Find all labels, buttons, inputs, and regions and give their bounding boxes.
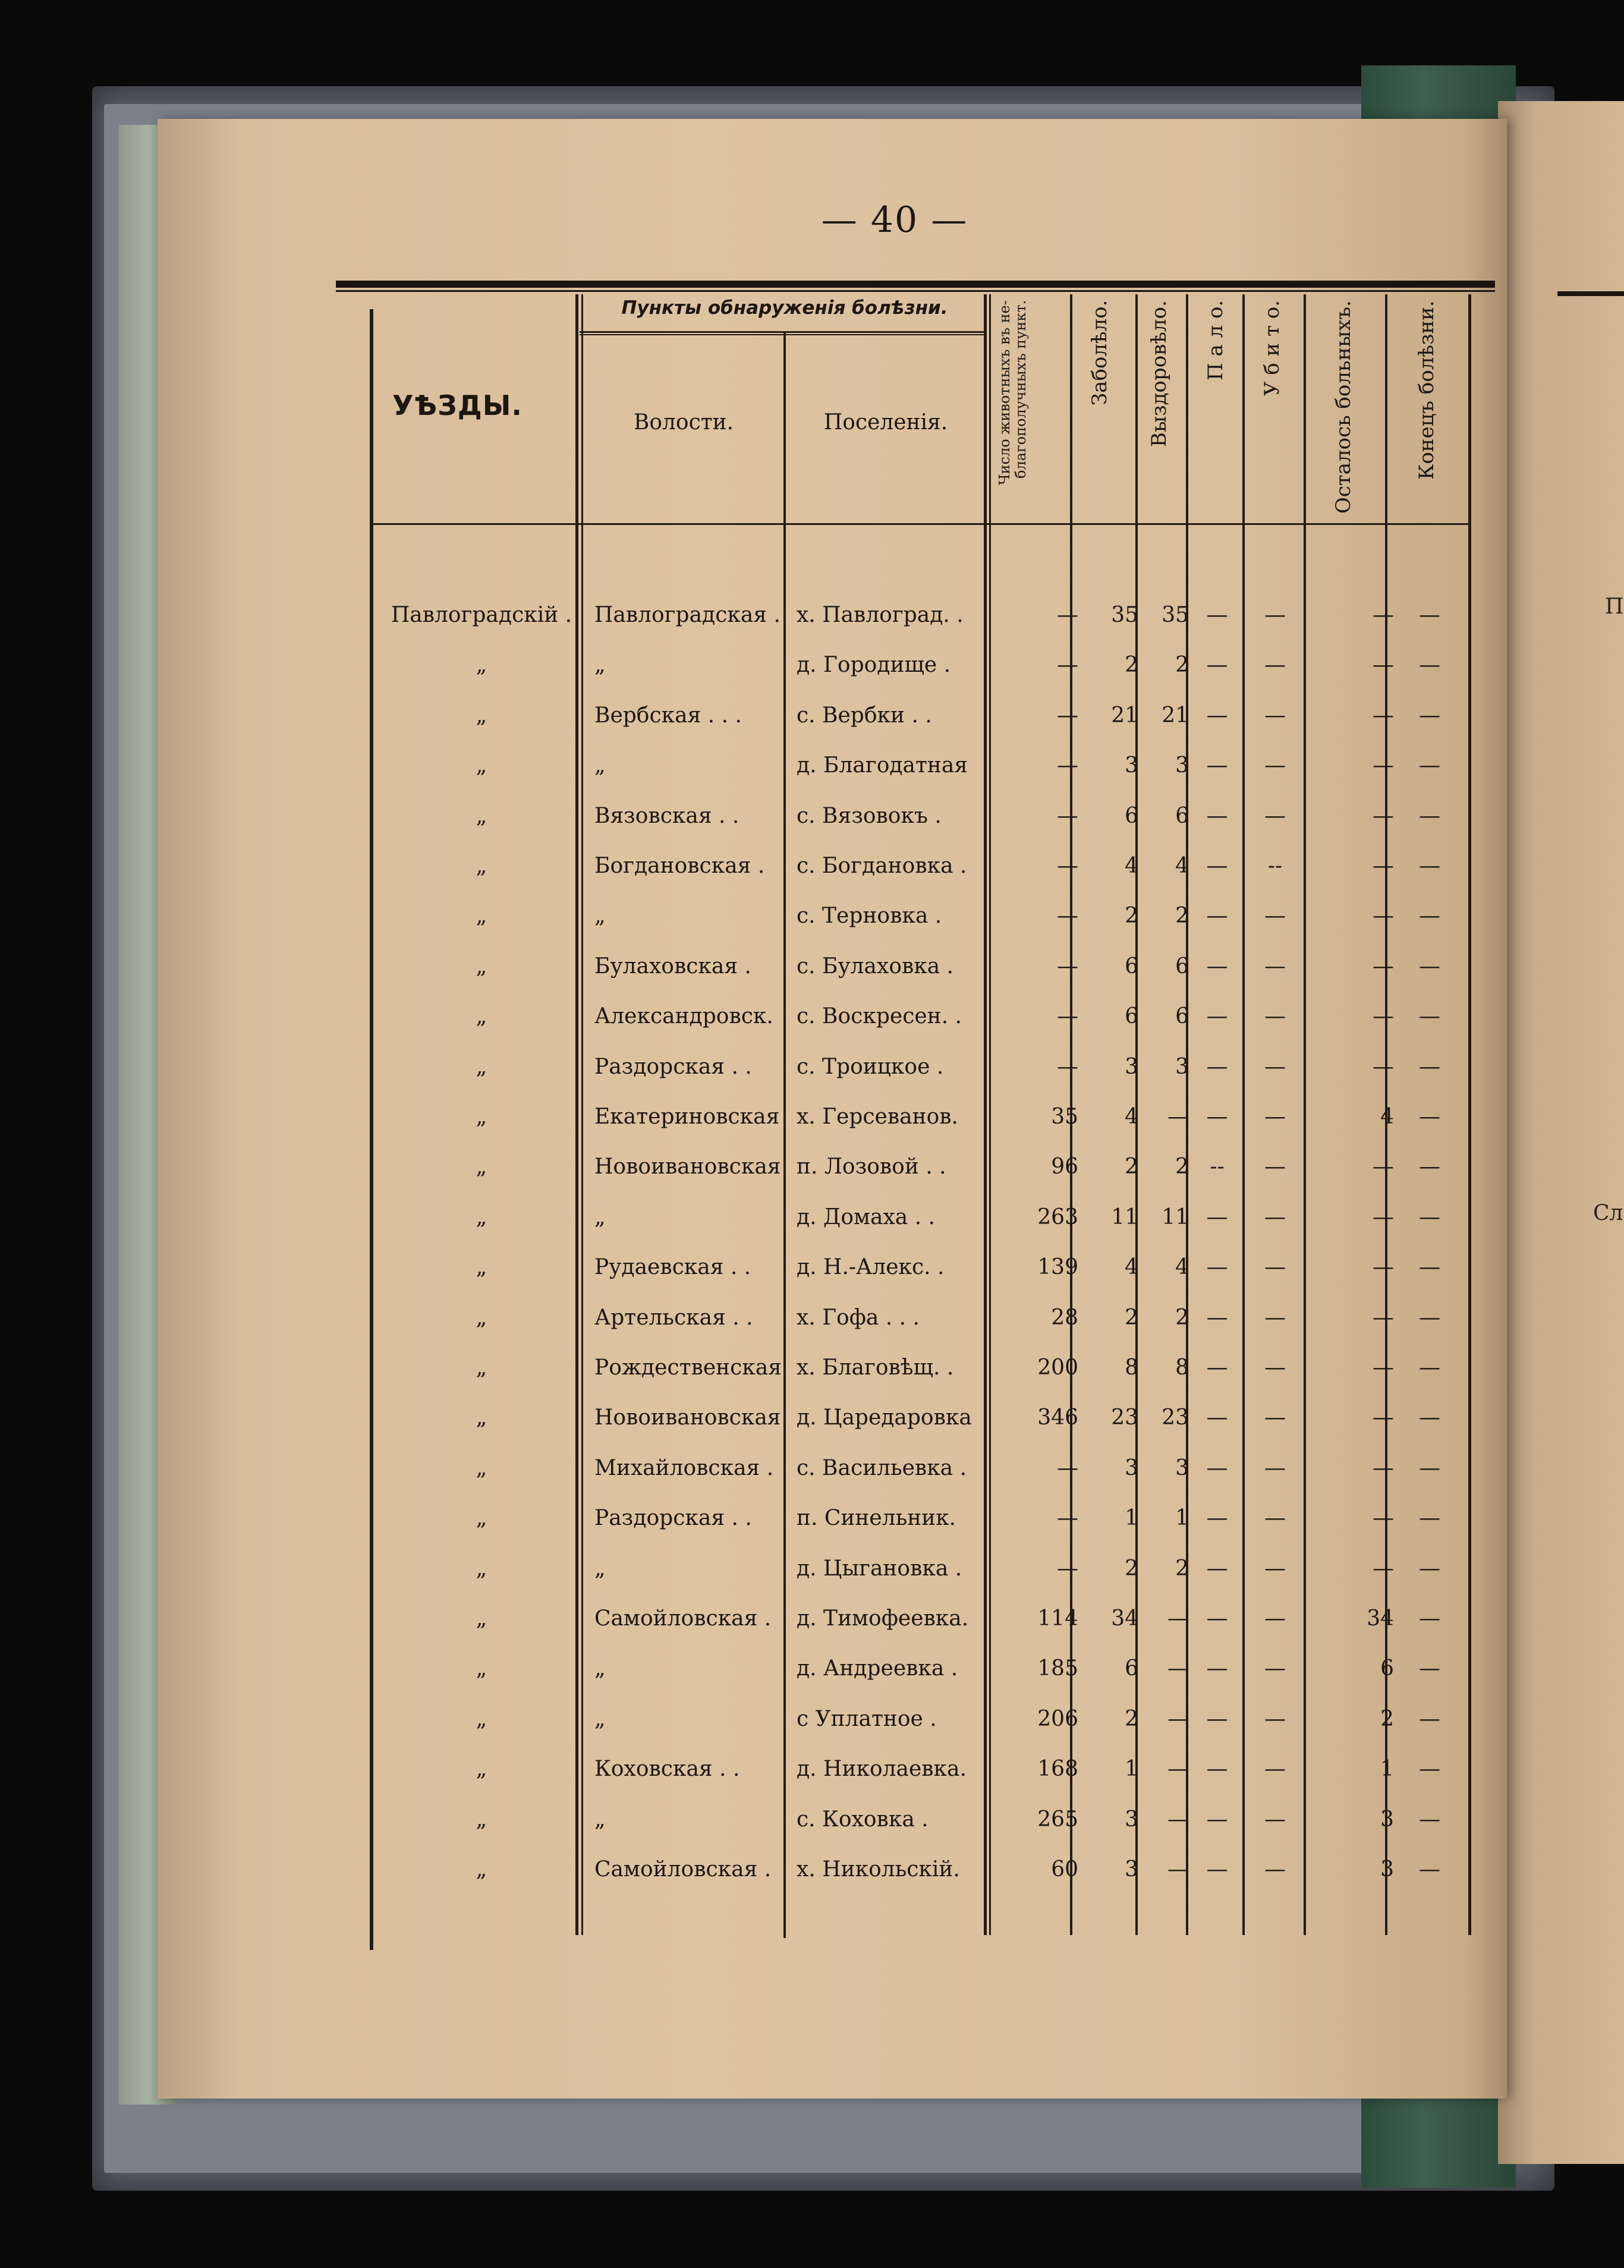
vyzdorovelo-cell: — (1167, 1606, 1189, 1631)
zabolelo-cell: 23 (1111, 1405, 1138, 1430)
konets-cell: — (1419, 1707, 1440, 1731)
zabolelo-cell: 2 (1125, 1556, 1138, 1581)
ubito-cell: — (1264, 904, 1286, 928)
chislo-cell: 96 (1051, 1155, 1078, 1179)
uezd-cell: „ (476, 1405, 487, 1430)
volost-cell: Михайловская . (594, 1456, 774, 1480)
vyzdorovelo-cell: 11 (1162, 1205, 1189, 1229)
ubito-cell: — (1264, 653, 1286, 677)
uezd-cell: „ (476, 753, 487, 778)
konets-cell: — (1419, 1255, 1440, 1279)
vyzdorovelo-cell: 2 (1175, 1556, 1189, 1581)
konets-cell: — (1419, 1807, 1440, 1832)
vyzdorovelo-cell: 4 (1175, 854, 1189, 878)
volost-cell: Самойловская . (594, 1606, 772, 1631)
palo-cell: — (1206, 1506, 1228, 1530)
uezd-cell: „ (476, 1306, 487, 1330)
palo-cell: — (1206, 753, 1228, 778)
chislo-cell: — (1057, 1004, 1078, 1028)
ubito-cell: — (1264, 804, 1286, 828)
chislo-cell: — (1057, 703, 1078, 728)
vyzdorovelo-cell: — (1167, 1807, 1189, 1832)
uezd-cell: „ (476, 1155, 487, 1179)
zabolelo-cell: 3 (1125, 1055, 1138, 1079)
ubito-cell: — (1264, 703, 1286, 728)
header-punkty: Пункты обнаруженія болѣзни. (621, 297, 948, 319)
ostalos-cell: — (1373, 954, 1394, 979)
volost-cell: „ (594, 1205, 606, 1229)
zabolelo-cell: 4 (1125, 1105, 1138, 1129)
konets-cell: — (1419, 1205, 1440, 1229)
ubito-cell: — (1264, 1807, 1286, 1832)
uezd-cell: „ (476, 703, 487, 728)
volost-cell: Вербская . . . (594, 703, 742, 728)
ubito-cell: — (1264, 1506, 1286, 1530)
chislo-cell: — (1057, 854, 1078, 878)
ostalos-cell: 6 (1380, 1656, 1394, 1681)
poselenie-cell: с. Троицкое . (797, 1055, 944, 1079)
poselenie-cell: д. Тимофеевка. (797, 1606, 969, 1631)
zabolelo-cell: 6 (1125, 1004, 1138, 1028)
next-page-fragment: Сл (1593, 1201, 1623, 1225)
palo-cell: — (1206, 1306, 1228, 1330)
chislo-cell: — (1057, 954, 1078, 979)
zabolelo-cell: 6 (1125, 1656, 1138, 1681)
volost-cell: „ (594, 753, 606, 778)
poselenie-cell: с. Богдановка . (797, 854, 967, 878)
ubito-cell: — (1264, 1606, 1286, 1631)
vyzdorovelo-cell: — (1167, 1656, 1189, 1681)
palo-cell: — (1206, 1004, 1228, 1028)
ostalos-cell: — (1373, 1155, 1394, 1179)
chislo-cell: 200 (1037, 1355, 1078, 1380)
poselenie-cell: с. Булаховка . (797, 954, 954, 979)
poselenie-cell: с. Воскресен. . (797, 1004, 962, 1028)
column-divider (783, 333, 786, 1938)
vyzdorovelo-cell: 4 (1175, 1255, 1189, 1279)
vyzdorovelo-cell: 3 (1175, 753, 1189, 778)
ostalos-cell: — (1373, 804, 1394, 828)
volost-cell: Новоивановская (594, 1405, 781, 1430)
ostalos-cell: — (1373, 1506, 1394, 1530)
palo-cell: — (1206, 1857, 1228, 1882)
palo-cell: — (1206, 1255, 1228, 1279)
poselenie-cell: х. Никольскій. (797, 1857, 960, 1882)
ostalos-cell: 1 (1380, 1757, 1394, 1781)
poselenie-cell: д. Домаха . . (797, 1205, 935, 1229)
header-subrule (580, 334, 987, 335)
vyzdorovelo-cell: — (1167, 1707, 1189, 1731)
chislo-cell: 263 (1037, 1205, 1078, 1229)
chislo-cell: 168 (1037, 1757, 1078, 1781)
chislo-cell: 35 (1051, 1105, 1078, 1129)
ostalos-cell: — (1373, 854, 1394, 878)
table-border-right (1468, 294, 1471, 1935)
palo-cell: — (1206, 1807, 1228, 1832)
header-chislo: Число животныхъ въ не-благополучныхъ пункт. (996, 300, 1029, 485)
palo-cell: — (1206, 1707, 1228, 1731)
volost-cell: Самойловская . (594, 1857, 772, 1882)
uezd-cell: „ (476, 1355, 487, 1380)
chislo-cell: 139 (1037, 1255, 1078, 1279)
volost-cell: Булаховская . (594, 954, 751, 979)
column-divider (581, 294, 583, 1935)
konets-cell: — (1419, 1556, 1440, 1581)
uezd-cell: „ (476, 1055, 487, 1079)
palo-cell: — (1206, 1105, 1228, 1129)
ostalos-cell: — (1373, 703, 1394, 728)
konets-cell: — (1419, 804, 1440, 828)
konets-cell: — (1419, 1055, 1440, 1079)
volost-cell: „ (594, 1556, 606, 1581)
vyzdorovelo-cell: 6 (1175, 954, 1189, 979)
konets-cell: — (1419, 1656, 1440, 1681)
uezd-cell: „ (476, 1004, 487, 1028)
zabolelo-cell: 35 (1111, 603, 1138, 627)
ostalos-cell: — (1373, 1306, 1394, 1330)
zabolelo-cell: 2 (1125, 1155, 1138, 1179)
palo-cell: — (1206, 703, 1228, 728)
volost-cell: „ (594, 904, 606, 928)
konets-cell: — (1419, 1857, 1440, 1882)
table-top-rule-thin (336, 290, 1495, 292)
poselenie-cell: д. Андреевка . (797, 1656, 958, 1681)
header-zabolelo: Заболѣло. (1088, 300, 1112, 406)
ostalos-cell: — (1373, 603, 1394, 627)
header-ubito: У б и т о. (1260, 300, 1284, 397)
zabolelo-cell: 3 (1125, 753, 1138, 778)
volost-cell: Коховская . . (594, 1757, 740, 1781)
ubito-cell: — (1264, 1155, 1286, 1179)
chislo-cell: — (1057, 753, 1078, 778)
zabolelo-cell: 11 (1111, 1205, 1138, 1229)
palo-cell: — (1206, 1556, 1228, 1581)
volost-cell: „ (594, 1707, 606, 1731)
ostalos-cell: — (1373, 1456, 1394, 1480)
palo-cell: — (1206, 1656, 1228, 1681)
page-number: — 40 — (821, 199, 968, 241)
poselenie-cell: с. Васильевка . (797, 1456, 967, 1480)
zabolelo-cell: 6 (1125, 954, 1138, 979)
ostalos-cell: — (1373, 1055, 1394, 1079)
vyzdorovelo-cell: — (1167, 1857, 1189, 1882)
header-vyzdorovelo: Выздоровѣло. (1147, 300, 1171, 447)
uezd-cell: „ (476, 804, 487, 828)
zabolelo-cell: 1 (1125, 1506, 1138, 1530)
konets-cell: — (1419, 1355, 1440, 1380)
zabolelo-cell: 4 (1125, 854, 1138, 878)
volost-cell: Рудаевская . . (594, 1255, 751, 1279)
palo-cell: — (1206, 1606, 1228, 1631)
poselenie-cell: д. Царедаровка (797, 1405, 972, 1430)
zabolelo-cell: 3 (1125, 1807, 1138, 1832)
ostalos-cell: — (1373, 753, 1394, 778)
ubito-cell: -- (1267, 854, 1283, 878)
volost-cell: „ (594, 1807, 606, 1832)
ubito-cell: — (1264, 1055, 1286, 1079)
vyzdorovelo-cell: 2 (1175, 653, 1189, 677)
poselenie-cell: д. Городище . (797, 653, 951, 677)
konets-cell: — (1419, 1757, 1440, 1781)
table-top-rule (336, 281, 1495, 288)
vyzdorovelo-cell: 8 (1175, 1355, 1189, 1380)
uezd-cell: „ (476, 1456, 487, 1480)
ubito-cell: — (1264, 1757, 1286, 1781)
uezd-cell: „ (476, 954, 487, 979)
palo-cell: — (1206, 1757, 1228, 1781)
uezd-cell: „ (476, 1606, 487, 1631)
poselenie-cell: п. Лозовой . . (797, 1155, 946, 1179)
chislo-cell: — (1057, 653, 1078, 677)
poselenie-cell: д. Благодатная (797, 753, 968, 778)
volost-cell: Павлоградская . (594, 603, 780, 627)
vyzdorovelo-cell: 3 (1175, 1055, 1189, 1079)
uezd-cell: „ (476, 1556, 487, 1581)
uezd-cell: „ (476, 1205, 487, 1229)
konets-cell: — (1419, 1606, 1440, 1631)
header-uezdy: УѢЗДЫ. (392, 389, 523, 421)
zabolelo-cell: 8 (1125, 1355, 1138, 1380)
vyzdorovelo-cell: 6 (1175, 804, 1189, 828)
konets-cell: — (1419, 653, 1440, 677)
ostalos-cell: 3 (1380, 1857, 1394, 1882)
volost-cell: Раздорская . . (594, 1055, 752, 1079)
ubito-cell: — (1264, 954, 1286, 979)
uezd-cell: „ (476, 1707, 487, 1731)
zabolelo-cell: 21 (1111, 703, 1138, 728)
palo-cell: -- (1210, 1155, 1225, 1179)
poselenie-cell: х. Павлоград. . (797, 603, 964, 627)
ostalos-cell: — (1373, 1355, 1394, 1380)
konets-cell: — (1419, 854, 1440, 878)
chislo-cell: — (1057, 1055, 1078, 1079)
ubito-cell: — (1264, 1707, 1286, 1731)
ostalos-cell: 2 (1380, 1707, 1394, 1731)
volost-cell: „ (594, 653, 606, 677)
poselenie-cell: с Уплатное . (797, 1707, 937, 1731)
chislo-cell: 185 (1037, 1656, 1078, 1681)
poselenie-cell: д. Николаевка. (797, 1757, 967, 1781)
konets-cell: — (1419, 1405, 1440, 1430)
poselenie-cell: х. Герсеванов. (797, 1105, 958, 1129)
ubito-cell: — (1264, 1105, 1286, 1129)
uezd-cell: „ (476, 1656, 487, 1681)
vyzdorovelo-cell: 6 (1175, 1004, 1189, 1028)
next-page-fragment: П (1605, 594, 1624, 619)
konets-cell: — (1419, 1155, 1440, 1179)
header-konets: Конецъ болѣзни. (1415, 300, 1439, 480)
zabolelo-cell: 2 (1125, 1707, 1138, 1731)
vyzdorovelo-cell: 21 (1162, 703, 1189, 728)
zabolelo-cell: 2 (1125, 1306, 1138, 1330)
next-page-rule (1557, 291, 1624, 296)
uezd-cell: Павлоградскій . (391, 603, 572, 627)
volost-cell: Александровск. (594, 1004, 773, 1028)
vyzdorovelo-cell: 35 (1162, 603, 1189, 627)
vyzdorovelo-cell: — (1167, 1757, 1189, 1781)
konets-cell: — (1419, 1506, 1440, 1530)
uezd-cell: „ (476, 1255, 487, 1279)
ubito-cell: — (1264, 603, 1286, 627)
konets-cell: — (1419, 753, 1440, 778)
uezd-cell: „ (476, 1105, 487, 1129)
header-palo: П а л о. (1204, 300, 1228, 381)
ubito-cell: — (1264, 1306, 1286, 1330)
ubito-cell: — (1264, 1857, 1286, 1882)
uezd-cell: „ (476, 854, 487, 878)
ostalos-cell: — (1373, 904, 1394, 928)
chislo-cell: — (1057, 603, 1078, 627)
ubito-cell: — (1264, 1456, 1286, 1480)
vyzdorovelo-cell: 3 (1175, 1456, 1189, 1480)
konets-cell: — (1419, 1306, 1440, 1330)
volost-cell: Богдановская . (594, 854, 765, 878)
uezd-cell: „ (476, 1506, 487, 1530)
next-page-edge (1498, 101, 1624, 2164)
palo-cell: — (1206, 1355, 1228, 1380)
uezd-cell: „ (476, 904, 487, 928)
ostalos-cell: — (1373, 1205, 1394, 1229)
zabolelo-cell: 3 (1125, 1857, 1138, 1882)
ubito-cell: — (1264, 1004, 1286, 1028)
ubito-cell: — (1264, 1355, 1286, 1380)
palo-cell: — (1206, 954, 1228, 979)
volost-cell: Вязовская . . (594, 804, 739, 828)
ubito-cell: — (1264, 1656, 1286, 1681)
ostalos-cell: 3 (1380, 1807, 1394, 1832)
header-poseleniya: Поселенія. (823, 410, 948, 435)
uezd-cell: „ (476, 1857, 487, 1882)
ostalos-cell: — (1373, 1004, 1394, 1028)
zabolelo-cell: 1 (1125, 1757, 1138, 1781)
ostalos-cell: — (1373, 1255, 1394, 1279)
header-bottom-rule (372, 523, 1471, 525)
chislo-cell: 206 (1037, 1707, 1078, 1731)
vyzdorovelo-cell: — (1167, 1105, 1189, 1129)
volost-cell: „ (594, 1656, 606, 1681)
volost-cell: Раздорская . . (594, 1506, 752, 1530)
konets-cell: — (1419, 603, 1440, 627)
chislo-cell: 265 (1037, 1807, 1078, 1832)
poselenie-cell: с. Вязовокъ . (797, 804, 942, 828)
palo-cell: — (1206, 1456, 1228, 1480)
table-border-left (370, 309, 373, 1950)
chislo-cell: — (1057, 1506, 1078, 1530)
zabolelo-cell: 6 (1125, 804, 1138, 828)
zabolelo-cell: 2 (1125, 904, 1138, 928)
chislo-cell: — (1057, 1456, 1078, 1480)
ubito-cell: — (1264, 1255, 1286, 1279)
chislo-cell: — (1057, 804, 1078, 828)
uezd-cell: „ (476, 653, 487, 677)
vyzdorovelo-cell: 2 (1175, 904, 1189, 928)
chislo-cell: — (1057, 1556, 1078, 1581)
konets-cell: — (1419, 1004, 1440, 1028)
chislo-cell: 346 (1037, 1405, 1078, 1430)
vyzdorovelo-cell: 2 (1175, 1306, 1189, 1330)
poselenie-cell: с. Коховка . (797, 1807, 929, 1832)
chislo-cell: 60 (1051, 1857, 1078, 1882)
volost-cell: Рождественская (594, 1355, 782, 1380)
palo-cell: — (1206, 1055, 1228, 1079)
poselenie-cell: д. Н.-Алекс. . (797, 1255, 945, 1279)
palo-cell: — (1206, 804, 1228, 828)
konets-cell: — (1419, 703, 1440, 728)
header-subrule (580, 331, 987, 333)
chislo-cell: 28 (1051, 1306, 1078, 1330)
palo-cell: — (1206, 904, 1228, 928)
zabolelo-cell: 4 (1125, 1255, 1138, 1279)
konets-cell: — (1419, 904, 1440, 928)
ostalos-cell: — (1373, 1405, 1394, 1430)
poselenie-cell: с. Вербки . . (797, 703, 932, 728)
ostalos-cell: 34 (1367, 1606, 1394, 1631)
vyzdorovelo-cell: 1 (1175, 1506, 1189, 1530)
ostalos-cell: — (1373, 653, 1394, 677)
header-ostalos: Осталось больныхъ. (1332, 300, 1355, 514)
vyzdorovelo-cell: 2 (1175, 1155, 1189, 1179)
volost-cell: Новоивановская (594, 1155, 781, 1179)
ubito-cell: — (1264, 1205, 1286, 1229)
header-volosti: Волости. (633, 410, 734, 435)
zabolelo-cell: 3 (1125, 1456, 1138, 1480)
ubito-cell: — (1264, 1556, 1286, 1581)
chislo-cell: — (1057, 904, 1078, 928)
zabolelo-cell: 2 (1125, 653, 1138, 677)
palo-cell: — (1206, 653, 1228, 677)
uezd-cell: „ (476, 1807, 487, 1832)
konets-cell: — (1419, 1105, 1440, 1129)
chislo-cell: 114 (1037, 1606, 1078, 1631)
poselenie-cell: д. Цыгановка . (797, 1556, 962, 1581)
konets-cell: — (1419, 954, 1440, 979)
palo-cell: — (1206, 1405, 1228, 1430)
ubito-cell: — (1264, 753, 1286, 778)
zabolelo-cell: 34 (1111, 1606, 1138, 1631)
ubito-cell: — (1264, 1405, 1286, 1430)
poselenie-cell: с. Терновка . (797, 904, 942, 928)
vyzdorovelo-cell: 23 (1162, 1405, 1189, 1430)
palo-cell: — (1206, 854, 1228, 878)
poselenie-cell: х. Гофа . . . (797, 1306, 920, 1330)
volost-cell: Артельская . . (594, 1306, 753, 1330)
poselenie-cell: п. Синельник. (797, 1506, 956, 1530)
ostalos-cell: — (1373, 1556, 1394, 1581)
konets-cell: — (1419, 1456, 1440, 1480)
poselenie-cell: х. Благовѣщ. . (797, 1355, 954, 1380)
palo-cell: — (1206, 1205, 1228, 1229)
volost-cell: Екатериновская (594, 1105, 780, 1129)
uezd-cell: „ (476, 1757, 487, 1781)
palo-cell: — (1206, 603, 1228, 627)
ostalos-cell: 4 (1380, 1105, 1394, 1129)
